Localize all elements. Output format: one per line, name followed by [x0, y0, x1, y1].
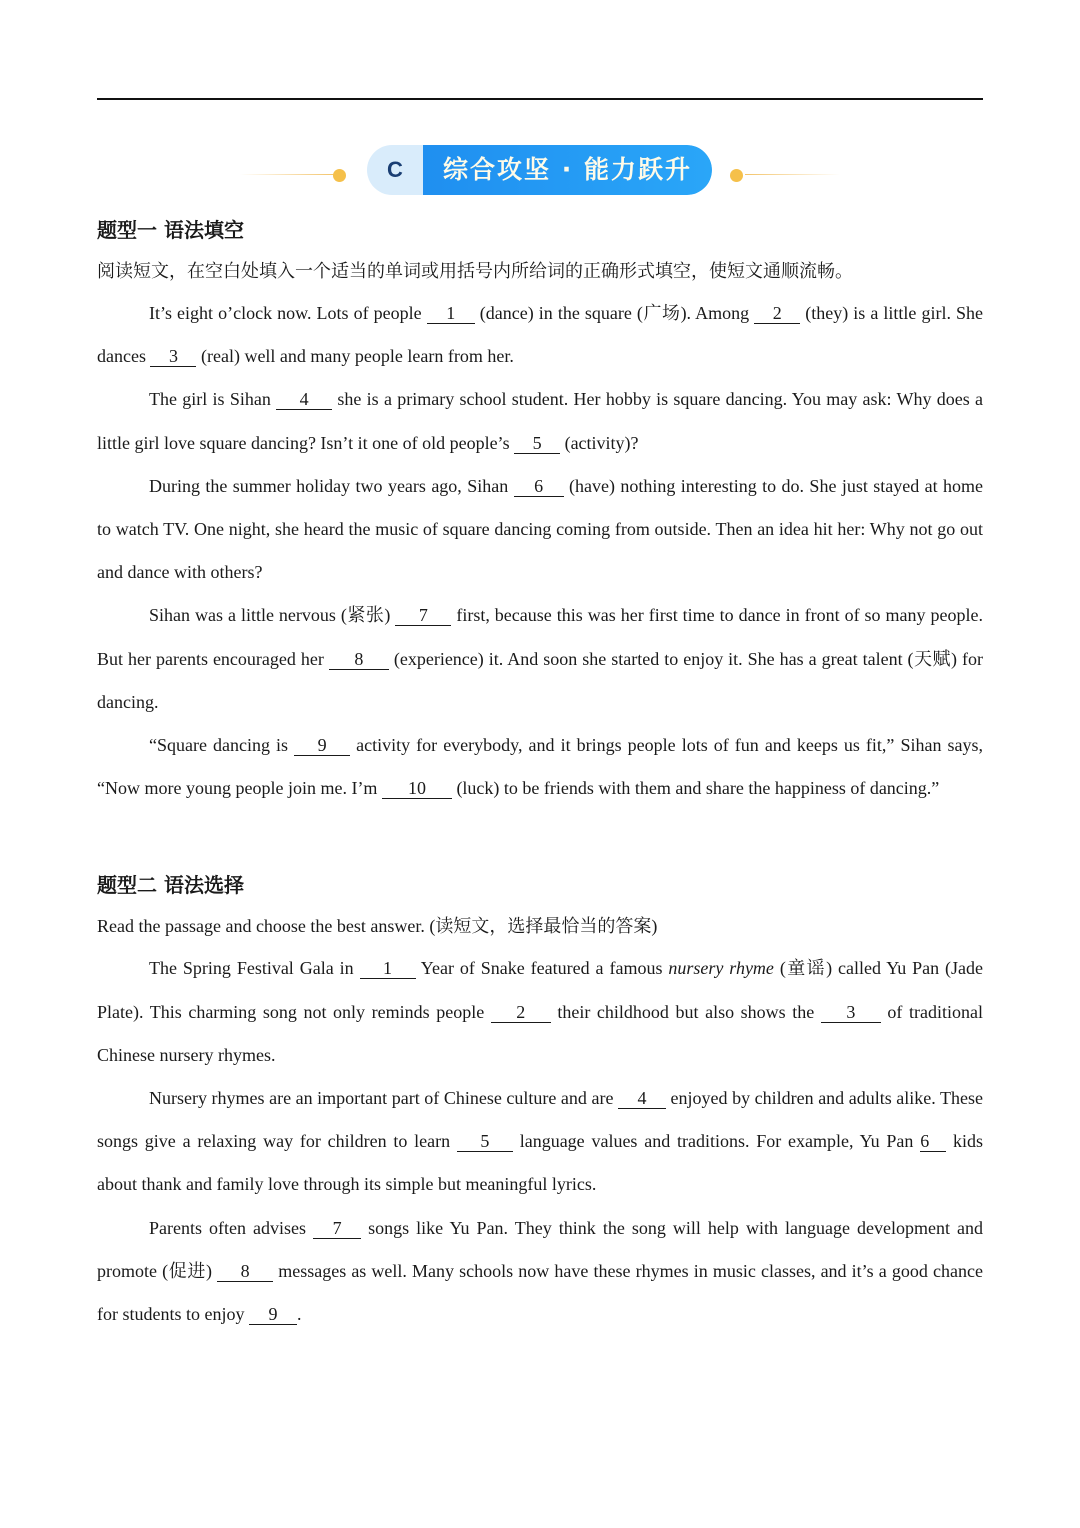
blank-9[interactable]: 9	[294, 735, 350, 756]
choice-blank-3[interactable]: 3	[821, 1002, 881, 1023]
blank-2[interactable]: 2	[754, 303, 800, 324]
section1-instruction: 阅读短文，在空白处填入一个适当的单词或用括号内所给词的正确形式填空，使短文通顺流畅。	[97, 261, 853, 281]
s2-paragraph-1: The Spring Festival Gala in 1 Year of Snake featured a famous nursery rhyme (童谣) called Yu Pan (Jade Plate). This charming song not only reminds people 2 their childhood but also shows the 3 of traditional Chinese nursery rhymes.	[97, 958, 984, 1065]
blank-10[interactable]: 10	[382, 778, 452, 799]
banner-pill	[367, 145, 712, 195]
blank-7[interactable]: 7	[395, 605, 451, 626]
section2-instruction: Read the passage and choose the best answer. (读短文，选择最恰当的答案)	[97, 916, 658, 937]
section-gap	[97, 810, 983, 865]
blank-5[interactable]: 5	[514, 433, 560, 454]
header-rule	[97, 98, 983, 100]
banner-title-box	[423, 145, 712, 195]
choice-blank-7[interactable]: 7	[313, 1218, 361, 1239]
s1-paragraph-5: “Square dancing is 9 activity for everybody, and it brings people lots of fun and keeps us fit,” Sihan says, “Now more young people join me. I’m 10 (luck) to be friends with them and share the happiness of dancing.”	[97, 735, 983, 799]
s1-paragraph-4: Sihan was a little nervous (紧张) 7 first, because this was her first time to dance in front of so many people. But her parents encouraged her 8 (experience) it. And soon she started to enjoy it. She has a great talent (天赋) for dancing.	[97, 605, 983, 712]
blank-1[interactable]: 1	[427, 303, 475, 324]
s2-paragraph-3: Parents often advises 7 songs like Yu Pan. They think the song will help with language development and promote (促进) 8 messages as well. Many schools now have these rhymes in music classes, and it’s a good chance for students to enjoy 9 .	[97, 1217, 983, 1325]
s1-paragraph-2: The girl is Sihan 4 she is a primary school student. Her hobby is square dancing. You may ask: Why does a little girl love square dancing? Isn’t it one of old people’s 5 (activity)?	[97, 389, 983, 453]
choice-blank-2[interactable]: 2	[491, 1002, 551, 1023]
section2-title: 题型二 语法选择	[97, 873, 244, 898]
blank-4[interactable]: 4	[276, 389, 332, 410]
choice-blank-6[interactable]: 6	[920, 1131, 946, 1152]
banner-line-right	[745, 174, 840, 175]
choice-blank-5[interactable]: 5	[457, 1131, 513, 1152]
nursery-rhyme-term: nursery rhyme	[668, 958, 774, 979]
banner-dot-left	[333, 169, 346, 182]
section1-title: 题型一 语法填空	[97, 218, 244, 242]
choice-blank-9[interactable]: 9	[249, 1304, 297, 1325]
banner-dot-right	[730, 169, 743, 182]
banner-letter: C	[387, 157, 403, 182]
blank-6[interactable]: 6	[514, 476, 564, 497]
banner-line-left	[240, 174, 335, 175]
choice-blank-1[interactable]: 1	[360, 958, 416, 979]
blank-8[interactable]: 8	[329, 649, 389, 670]
blank-3[interactable]: 3	[150, 346, 196, 367]
document-body	[97, 210, 983, 1336]
s2-paragraph-2: Nursery rhymes are an important part of Chinese culture and are 4 enjoyed by children and adults alike. These songs give a relaxing way for children to learn 5 language values and traditions. For example, Yu Pan 6 kids about thank and family love through its simple but meaningful lyrics.	[97, 1088, 983, 1195]
section-banner	[240, 143, 840, 199]
choice-blank-8[interactable]: 8	[217, 1261, 273, 1282]
choice-blank-4[interactable]: 4	[618, 1088, 666, 1109]
banner-title: 综合攻坚 · 能力跃升	[443, 155, 692, 184]
s1-paragraph-1: It’s eight o’clock now. Lots of people 1 (dance) in the square (广场). Among 2 (they) is a little girl. She dances 3 (real) well and many people learn from her.	[97, 303, 983, 367]
s1-paragraph-3: During the summer holiday two years ago, Sihan 6 (have) nothing interesting to do. She just stayed at home to watch TV. One night, she heard the music of square dancing coming from outside. Then an idea hit her: Why not go out and dance with others?	[97, 475, 983, 583]
